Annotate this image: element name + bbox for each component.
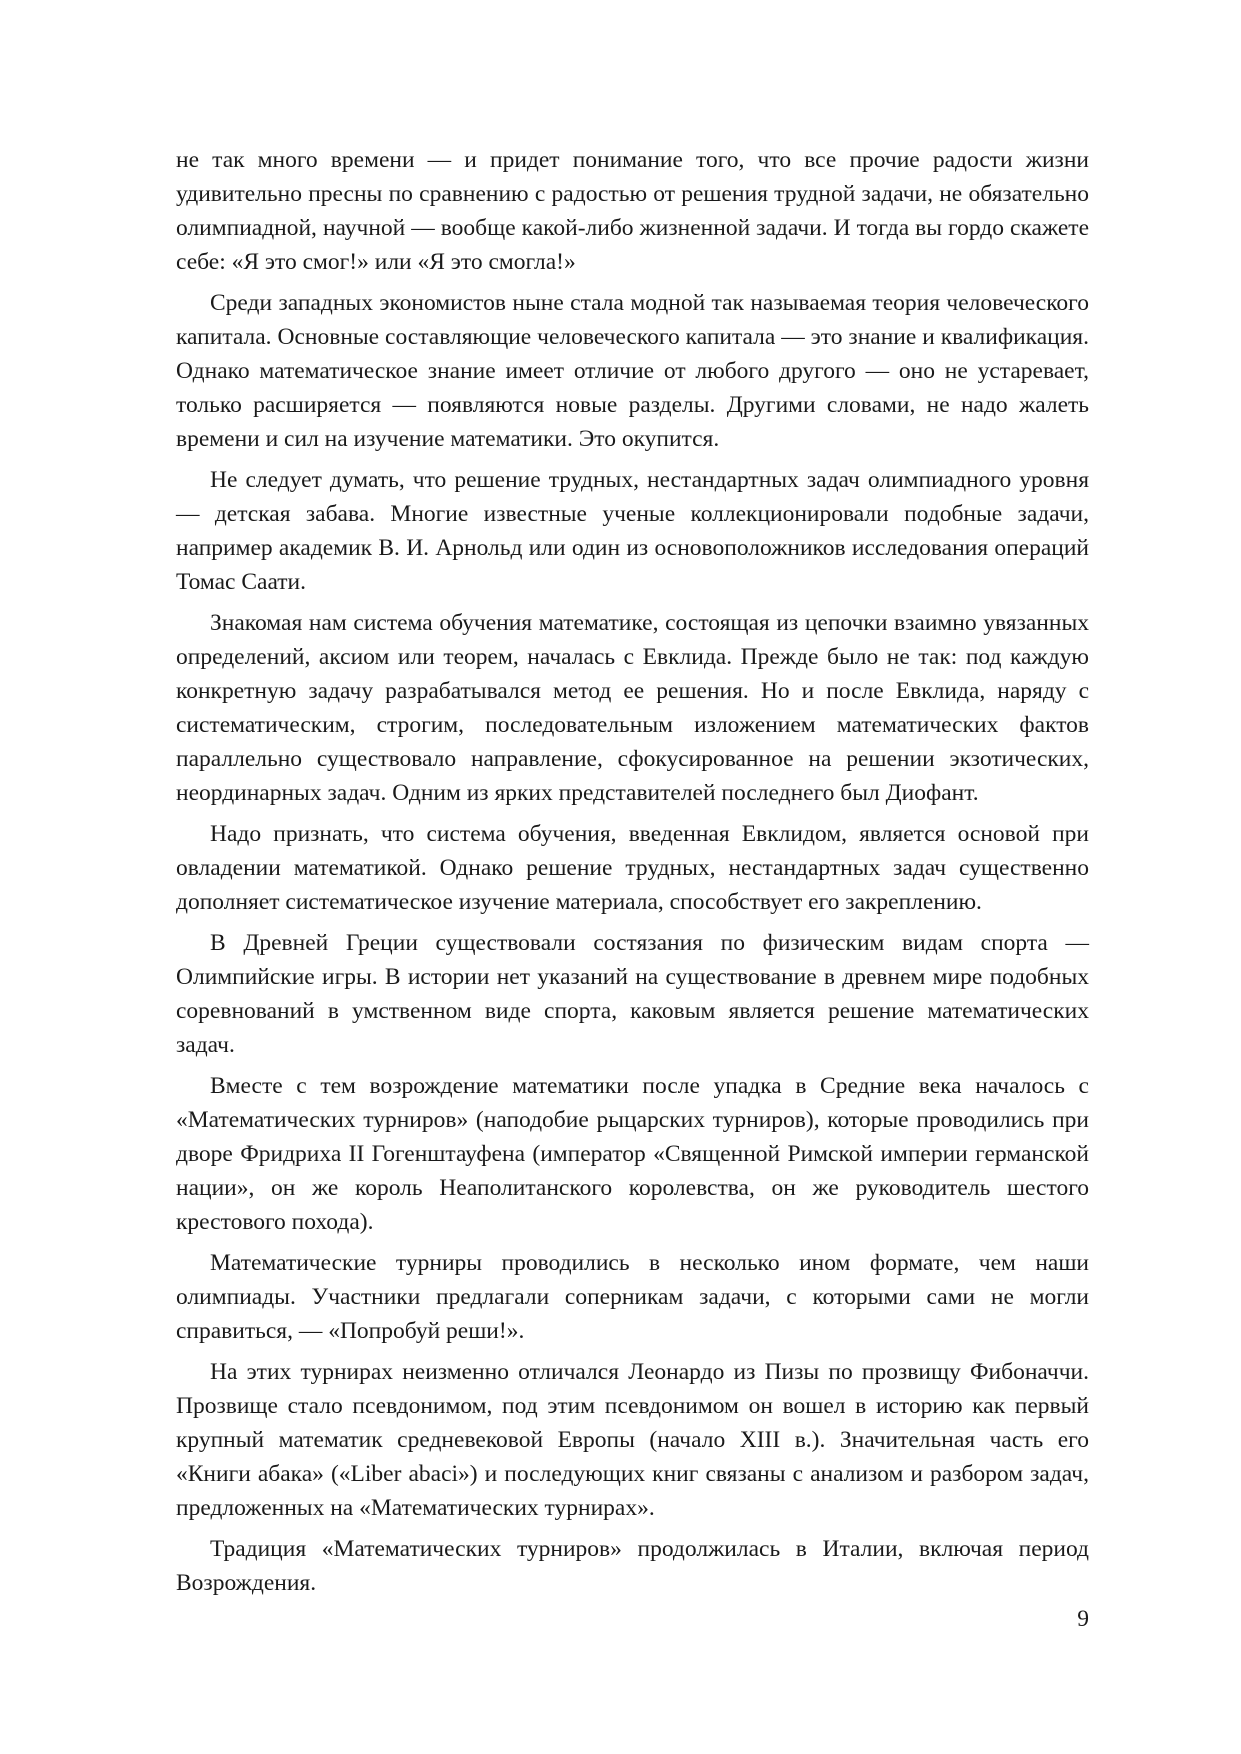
paragraph-3: Не следует думать, что решение трудных, нестандартных задач олимпиадного уровня — детская забава. Многие известные ученые коллекционировали подобные задачи, например академик В. И. Арнольд или один из основоположников исследования операций Томас Саати. <box>176 467 1089 595</box>
paragraph-10: Традиция «Математических турниров» продолжилась в Италии, включая период Возрождения. <box>176 1536 1089 1596</box>
paragraph-6: В Древней Греции существовали состязания по физическим видам спорта — Олимпийские игры. В истории нет указаний на существование в древнем мире подобных соревнований в умственном виде спорта, каковым является решение математических задач. <box>176 930 1089 1058</box>
paragraph-7: Вместе с тем возрождение математики после упадка в Средние века началось с «Математических турниров» (наподобие рыцарских турниров), которые проводились при дворе Фридриха II Гогенштауфена (император «Священной Римской империи германской нации», он же король Неаполитанского королевства, он же руководитель шестого крестового похода). <box>176 1073 1089 1235</box>
paragraph-8: Математические турниры проводились в несколько ином формате, чем наши олимпиады. Участники предлагали соперникам задачи, с которыми сами не могли справиться, — «Попробуй реши!». <box>176 1250 1089 1344</box>
paragraph-9: На этих турнирах неизменно отличался Леонардо из Пизы по прозвищу Фибоначчи. Прозвище стало псевдонимом, под этим псевдонимом он вошел в историю как первый крупный математик средневековой Европы (начало XIII в.). Значительная часть его «Книги абака» («Liber abaci») и последующих книг связаны с анализом и разбором задач, предложенных на «Математических турнирах». <box>176 1359 1089 1521</box>
paragraph-2: Среди западных экономистов ныне стала модной так называемая теория человеческого капитала. Основные составляющие человеческого капитала — это знание и квалификация. Однако математическое знание имеет отличие от любого другого — оно не устаревает, только расширяется — появляются новые разделы. Другими словами, не надо жалеть времени и сил на изучение математики. Это окупится. <box>176 290 1089 452</box>
page-body <box>176 143 1089 1600</box>
paragraph-4: Знакомая нам система обучения математике, состоящая из цепочки взаимно увязанных определений, аксиом или теорем, началась с Евклида. Прежде было не так: под каждую конкретную задачу разрабатывался метод ее решения. Но и после Евклида, наряду с систематическим, строгим, последовательным изложением математических фактов параллельно существовало направление, сфокусированное на решении экзотических, неординарных задач. Одним из ярких представителей последнего был Диофант. <box>176 610 1089 806</box>
page-number: 9 <box>1077 1606 1089 1632</box>
paragraph-5: Надо признать, что система обучения, введенная Евклидом, является основой при овладении математикой. Однако решение трудных, нестандартных задач существенно дополняет систематическое изучение материала, способствует его закреплению. <box>176 821 1089 915</box>
paragraph-1: не так много времени — и придет понимание того, что все прочие радости жизни удивительно пресны по сравнению с радостью от решения трудной задачи, не обязательно олимпиадной, научной — вообще какой-либо жизненной задачи. И тогда вы гордо скажете себе: «Я это смог!» или «Я это смогла!» <box>176 147 1089 275</box>
